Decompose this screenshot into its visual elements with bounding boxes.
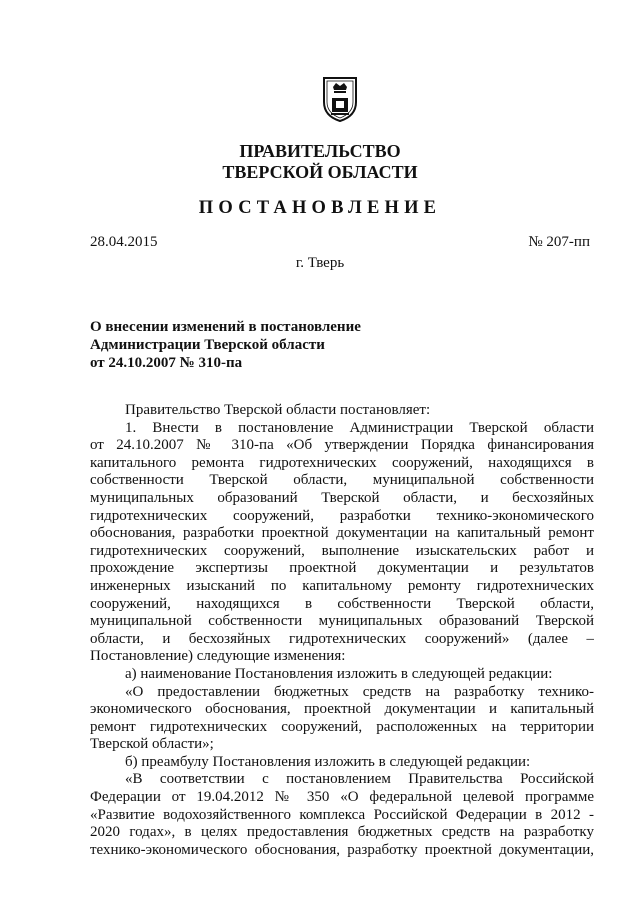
government-name-line2: ТВЕРСКОЙ ОБЛАСТИ bbox=[222, 162, 418, 182]
document-type: ПОСТАНОВЛЕНИЕ bbox=[198, 198, 442, 218]
body-line: «В соответствии с постановлением Правительства Российской bbox=[125, 771, 594, 788]
document-subject bbox=[90, 318, 361, 372]
body-line: экономического обоснования, проектной документации и капитальный bbox=[90, 701, 594, 718]
body-line: Федерации от 19.04.2012 № 350 «О федеральной целевой программе bbox=[90, 789, 594, 806]
subject-line: О внесении изменений в постановление bbox=[90, 319, 361, 335]
body-line: сооружений, находящихся в собственности Тверской области, bbox=[90, 595, 594, 612]
body-line: гидротехнических сооружений, выполнение изыскательских работ и bbox=[90, 542, 594, 559]
document-body bbox=[90, 402, 594, 859]
body-line: 1. Внести в постановление Администрации Тверской области bbox=[125, 419, 594, 436]
body-line: капитального ремонта гидротехнических сооружений, находящихся в bbox=[90, 454, 594, 471]
body-line: муниципальной собственности муниципальных образований Тверской bbox=[90, 613, 594, 630]
body-line: собственности Тверской области, муниципальной собственности bbox=[90, 472, 594, 489]
document-city: г. Тверь bbox=[295, 255, 345, 271]
subject-line: Администрации Тверской области bbox=[90, 337, 325, 353]
body-line: 2020 годах», в целях предоставления бюджетных средств на разработку bbox=[90, 824, 594, 841]
body-line: ремонт гидротехнических сооружений, расположенных на территории bbox=[90, 718, 594, 735]
subject-line: от 24.10.2007 № 310-па bbox=[90, 355, 243, 371]
body-line: обоснования, разработки проектной документации на капитальный ремонт bbox=[90, 525, 594, 542]
body-line: Постановление) следующие изменения: bbox=[90, 648, 346, 665]
body-line: прохождение экспертизы проектной документации и результатов bbox=[90, 560, 594, 577]
body-line: «Развитие водохозяйственного комплекса Российской Федерации в 2012 - bbox=[90, 806, 594, 823]
document-date: 28.04.2015 bbox=[90, 234, 158, 250]
document-number: № 207-пп bbox=[528, 234, 590, 250]
body-line: области, и бесхозяйных гидротехнических сооружений» (далее – bbox=[90, 630, 594, 647]
government-name-line1: ПРАВИТЕЛЬСТВО bbox=[239, 141, 401, 161]
body-line: Тверской области»; bbox=[90, 736, 214, 753]
body-line: а) наименование Постановления изложить в следующей редакции: bbox=[125, 665, 553, 682]
body-line: муниципальных образований Тверской области, и бесхозяйных bbox=[90, 489, 594, 506]
body-line: б) преамбулу Постановления изложить в следующей редакции: bbox=[125, 753, 531, 770]
coat-of-arms-icon bbox=[322, 76, 358, 122]
body-line: гидротехнических сооружений, разработки технико-экономического bbox=[90, 507, 594, 524]
body-line: от 24.10.2007 № 310-па «Об утверждении Порядка финансирования bbox=[90, 437, 594, 454]
body-line: инженерных изысканий по капитальному ремонту гидротехнических bbox=[90, 577, 594, 594]
body-line: технико-экономического обоснования, разработку проектной документации, bbox=[90, 841, 594, 858]
body-line: Правительство Тверской области постановляет: bbox=[125, 402, 431, 418]
body-line: «О предоставлении бюджетных средств на разработку технико- bbox=[125, 683, 594, 700]
